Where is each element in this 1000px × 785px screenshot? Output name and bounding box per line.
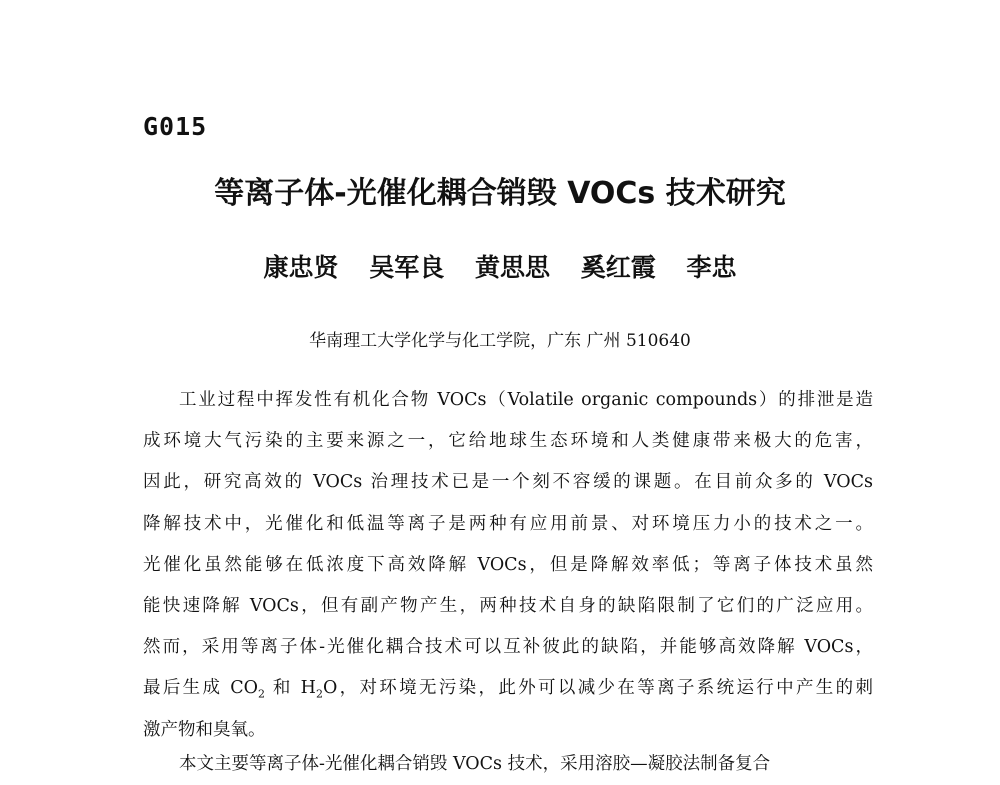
author-list <box>0 248 1000 284</box>
body-line: 成环境大气污染的主要来源之一，它给地球生态环境和人类健康带来极大的危害， <box>143 431 873 452</box>
next-paragraph-start: 本文主要等离子体-光催化耦合销毁 VOCs 技术，采用溶胶—凝胶法制备复合 <box>179 754 771 774</box>
subscript: 2 <box>258 687 266 701</box>
author-name: 吴军良 <box>369 253 445 282</box>
body-line: 然而，采用等离子体-光催化耦合技术可以互补彼此的缺陷，并能够高效降解 VOCs， <box>143 637 873 658</box>
body-line: 降解技术中，光催化和低温等离子是两种有应用前景、对环境压力小的技术之一。 <box>143 513 873 534</box>
author-name: 黄思思 <box>474 253 550 282</box>
paper-code: G015 <box>143 112 208 141</box>
text-segment: 最后生成 CO <box>143 678 259 699</box>
body-line: 光催化虽然能够在低浓度下高效降解 VOCs，但是降解效率低；等离子体技术虽然 <box>143 554 873 575</box>
author-name: 奚红霞 <box>580 253 656 282</box>
text-segment: O，对环境无污染，此外可以减少在等离子系统运行中产生的刺 <box>322 678 873 699</box>
author-name: 康忠贤 <box>263 253 339 282</box>
body-line-formula <box>143 668 873 709</box>
affiliation: 华南理工大学化学与化工学院，广东 广州 510640 <box>309 331 691 351</box>
body-line: 因此，研究高效的 VOCs 治理技术已是一个刻不容缓的课题。在目前众多的 VOCs <box>143 472 873 493</box>
body-line: 能快速降解 VOCs，但有副产物产生，两种技术自身的缺陷限制了它们的广泛应用。 <box>143 596 873 617</box>
body-line: 激产物和臭氧。 <box>143 719 266 740</box>
text-segment: 和 H <box>265 678 316 699</box>
paper-title: 等离子体-光催化耦合销毁 VOCs 技术研究 <box>214 176 786 211</box>
body-line: 工业过程中挥发性有机化合物 VOCs（Volatile organic compounds）的排泄是造 <box>179 390 873 410</box>
abstract-paragraph <box>143 380 873 751</box>
author-name: 李忠 <box>686 253 737 282</box>
subscript: 2 <box>315 687 323 701</box>
